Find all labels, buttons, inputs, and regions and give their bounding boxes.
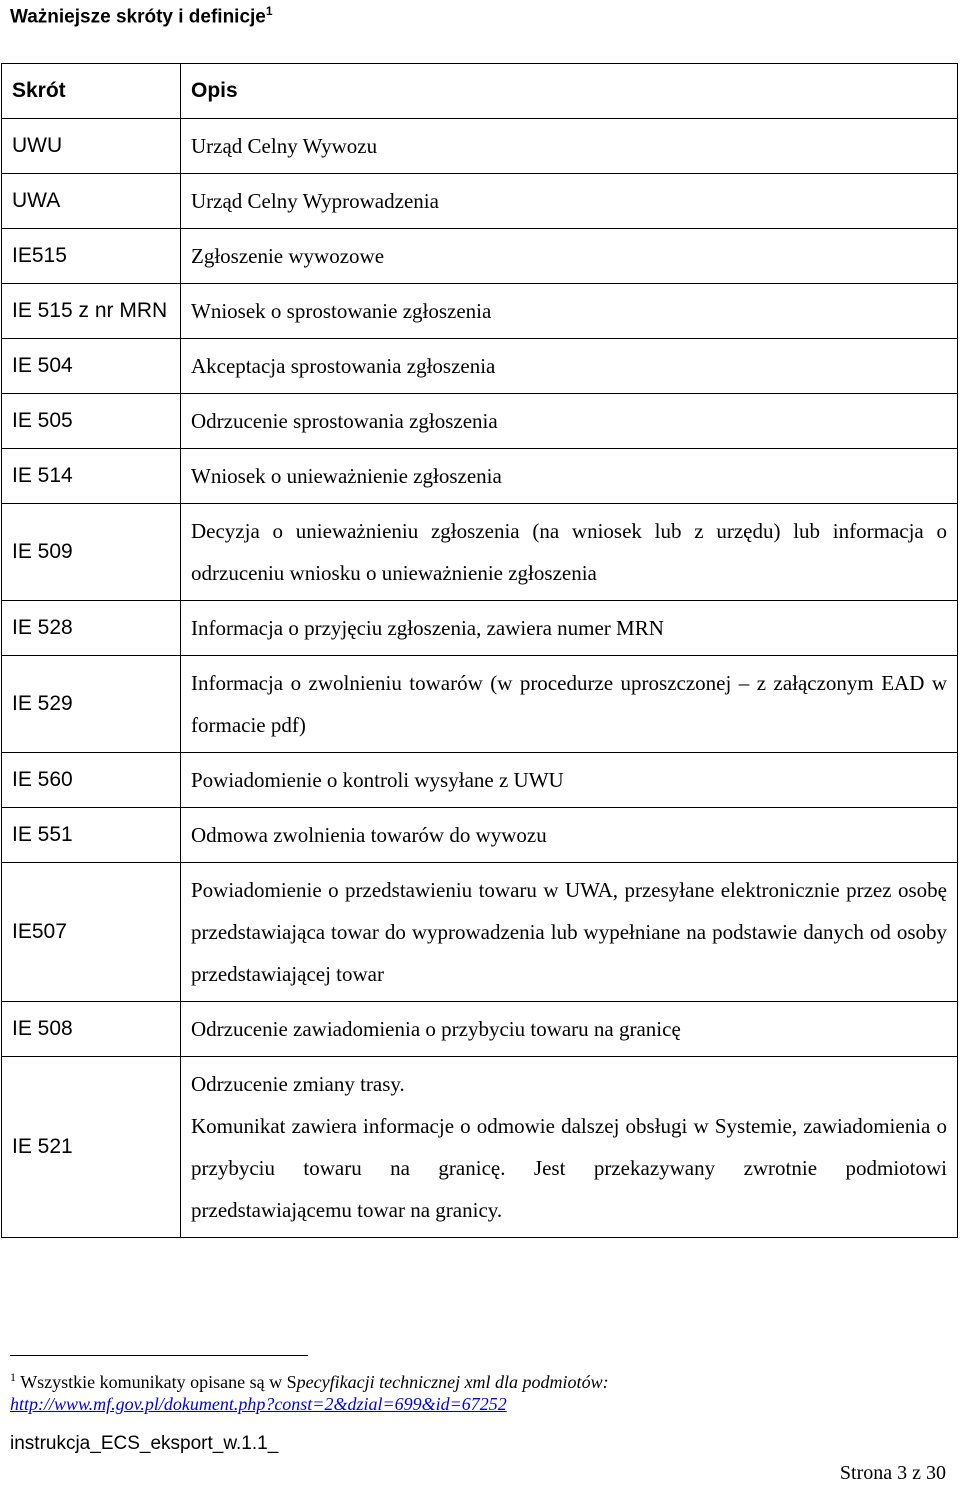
row-code: IE 508 [2,1002,181,1057]
row-code: IE515 [2,229,181,284]
row-description: Urząd Celny Wyprowadzenia [181,174,958,229]
row-code: IE 509 [2,504,181,601]
row-code: IE 504 [2,339,181,394]
row-code: IE 529 [2,656,181,753]
row-description-line: Odrzucenie zmiany trasy. [191,1072,405,1096]
row-description: Akceptacja sprostowania zgłoszenia [181,339,958,394]
heading-title: Ważniejsze skróty i definicje [10,6,266,28]
table-row [2,1002,958,1057]
row-description: Odmowa zwolnienia towarów do wywozu [181,808,958,863]
row-description: Decyzja o unieważnieniu zgłoszenia (na wniosek lub z urzędu) lub informacja o odrzuceniu wniosku o unieważnienie zgłoszenia [181,504,958,601]
definitions-table [1,63,958,1238]
footnote [10,1366,950,1415]
row-description-line: Komunikat zawiera informacje o odmowie dalszej obsługi w Systemie, zawiadomienia o przybyciu towaru na granicę. Jest przekazywany zwrotnie podmiotowi przedstawiającemu towar na granicy. [191,1114,947,1222]
row-code: UWA [2,174,181,229]
row-description: Wniosek o unieważnienie zgłoszenia [181,449,958,504]
table-row [2,229,958,284]
row-description: Powiadomienie o przedstawieniu towaru w UWA, przesyłane elektronicznie przez osobę przedstawiająca towar do wyprowadzenia lub wypełniane na podstawie danych od osoby przedstawiającej towar [181,863,958,1002]
table-row [2,504,958,601]
page-number: Strona 3 z 30 [839,1462,946,1484]
table-row [2,339,958,394]
row-code: IE 560 [2,753,181,808]
row-description: Odrzucenie zawiadomienia o przybyciu towaru na granicę [181,1002,958,1057]
table-row [2,753,958,808]
row-code: IE 551 [2,808,181,863]
footnote-separator [10,1355,308,1356]
table-row [2,284,958,339]
row-code: IE 528 [2,601,181,656]
header-description: Opis [181,64,958,119]
table-row [2,1057,958,1238]
row-description: Wniosek o sprostowanie zgłoszenia [181,284,958,339]
row-description: Powiadomienie o kontroli wysyłane z UWU [181,753,958,808]
footnote-link[interactable]: http://www.mf.gov.pl/dokument.php?const=2&dzial=699&id=67252 [10,1394,507,1414]
row-code: UWU [2,119,181,174]
row-code: IE 514 [2,449,181,504]
footnote-number: 1 [10,1370,16,1384]
row-code: IE 505 [2,394,181,449]
row-description: Urząd Celny Wywozu [181,119,958,174]
table-row [2,863,958,1002]
row-code: IE 515 z nr MRN [2,284,181,339]
row-description [181,1057,958,1238]
table-row [2,449,958,504]
footnote-text: Wszystkie komunikaty opisane są w S [20,1372,297,1392]
heading-footnote-ref: 1 [265,4,273,18]
row-description: Informacja o przyjęciu zgłoszenia, zawiera numer MRN [181,601,958,656]
row-description: Informacja o zwolnieniu towarów (w procedurze uproszczonej – z załączonym EAD w formacie pdf) [181,656,958,753]
header-abbreviation: Skrót [2,64,181,119]
table-row [2,808,958,863]
table-row [2,394,958,449]
table-row [2,601,958,656]
table-row [2,119,958,174]
table-row [2,656,958,753]
table-header-row [2,64,958,119]
table-row [2,174,958,229]
document-name: instrukcja_ECS_eksport_w.1.1_ [10,1433,279,1454]
page-heading [10,4,273,28]
row-code: IE507 [2,863,181,1002]
row-code: IE 521 [2,1057,181,1238]
footnote-text-italic: pecyfikacji technicznej xml dla podmiotów: [296,1372,609,1392]
row-description: Zgłoszenie wywozowe [181,229,958,284]
row-description: Odrzucenie sprostowania zgłoszenia [181,394,958,449]
